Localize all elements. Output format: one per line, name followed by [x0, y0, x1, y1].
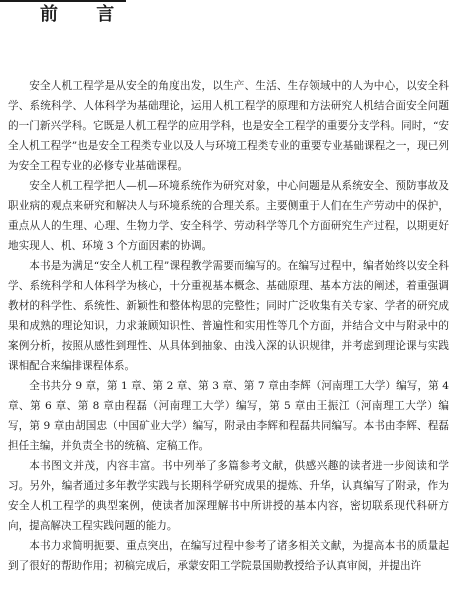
paragraph-4: 全书共分 9 章，第 1 章、第 2 章、第 3 章、第 7 章由李辉（河南理工大学）编写，第 4 章、第 6 章、第 8 章由程磊（河南理工大学）编写，第 5 章由王振江（河南理工大学）编写，第 9 章由胡国忠（中国矿业大学）编写，附录由李辉和程磊共同编写。本书由李辉、程磊担任主编，并负责全书的统稿、定稿工作。	[8, 380, 449, 452]
page-title: 前 言	[40, 4, 131, 25]
paragraph-1: 安全人机工程学是从安全的角度出发，以生产、生活、生存领域中的人为中心，以安全科学、系统科学、人体科学为基础理论，运用人机工程学的原理和方法研究人机结合面安全问题的一门新兴学科。它既是人机工程学的应用学科，也是安全工程学的重要分支学科。同时，“安全人机工程学”也是安全工程类专业以及人与环境工程类专业的重要专业基础课程之一，现已列为安全工程专业的必修专业基础课程。	[8, 80, 449, 172]
paragraph-3: 本书是为满足“安全人机工程”课程教学需要而编写的。在编写过程中，编者始终以安全科学、系统科学和人体科学为核心，十分重视基本概念、基础原理、基本方法的阐述，着重强调教材的科学性、系统性、新颖性和整体构思的完整性；同时广泛收集有关专家、学者的研究成果和成熟的理论知识，力求兼顾知识性、普遍性和实用性等几个方面，并结合文中与附录中的案例分析，按照从感性到理性、从具体到抽象、由浅入深的认识规律，并考虑到理论课与实践课相配合来编排课程体系。	[8, 260, 449, 372]
top-rule	[0, 0, 126, 2]
paragraph-6: 本书力求简明扼要、重点突出，在编写过程中参考了诸多相关文献，为提高本书的质量起到了很好的帮助作用；初稿完成后，承蒙安阳工学院景国勋教授给予认真审阅，并提出许	[8, 540, 449, 572]
paragraph-2: 安全人机工程学把人—机—环境系统作为研究对象，中心问题是从系统安全、预防事故及职业病的观点来研究和解决人与环境系统的合理关系。主要侧重于人们在生产劳动中的保护，重点从人的生理、心理、生物力学、安全科学、劳动科学等几个方面研究生产过程，以期更好地实现人、机、环境 3 个方面因素的协调。	[8, 180, 449, 252]
paragraph-5: 本书图文并茂，内容丰富。书中列举了多篇参考文献，供感兴趣的读者进一步阅读和学习。另外，编者通过多年教学实践与长期科学研究成果的提炼、升华，认真编写了附录，作为安全人机工程学的典型案例，使读者加深理解书中所讲授的基本内容，密切联系现代科研方向，提高解决工程实践问题的能力。	[8, 460, 449, 532]
preface-body	[8, 76, 449, 576]
